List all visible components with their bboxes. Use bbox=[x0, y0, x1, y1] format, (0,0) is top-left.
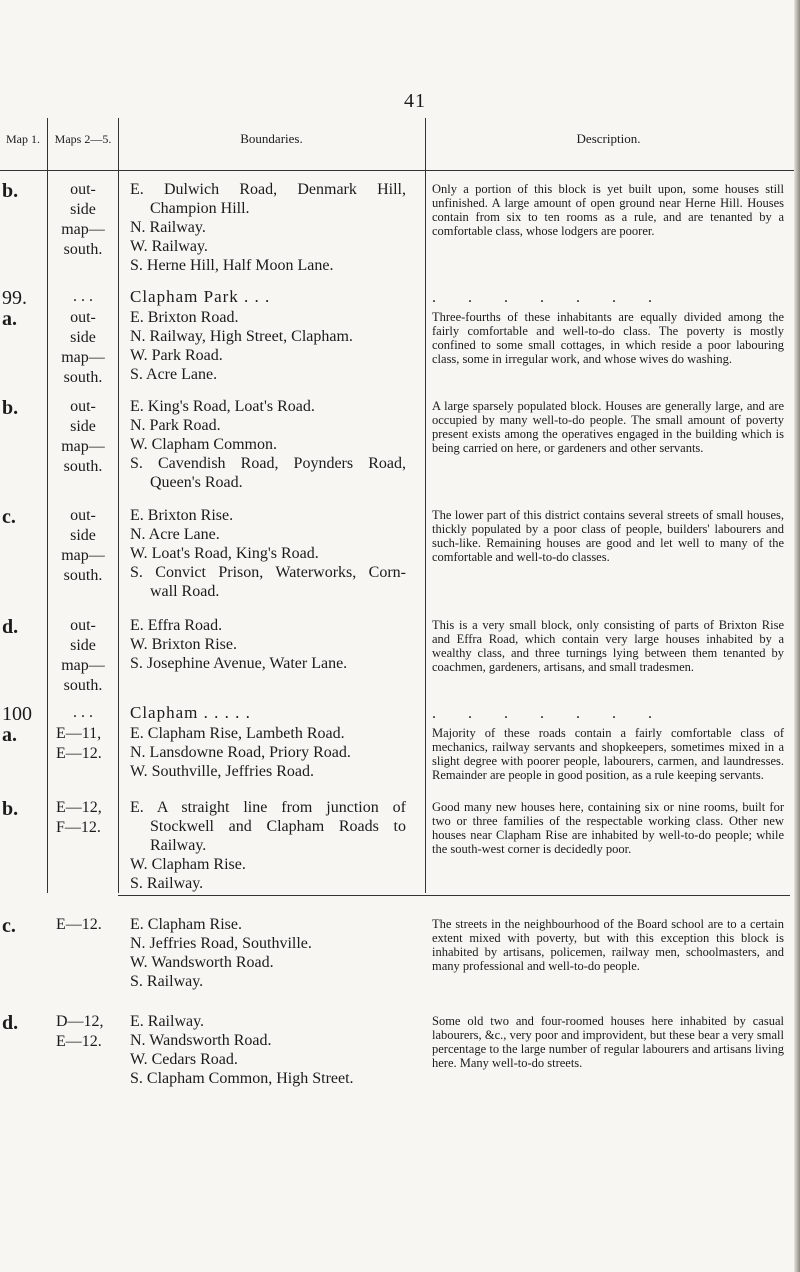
maps-line: D—12, bbox=[56, 1013, 104, 1030]
maps-line: E—12. bbox=[56, 916, 102, 933]
maps-line: map— bbox=[61, 438, 105, 455]
map-number: 100 bbox=[2, 703, 32, 725]
boundary-line: S. Acre Lane. bbox=[130, 366, 218, 383]
boundary-line: W. Brixton Rise. bbox=[130, 636, 237, 653]
column-rule-3 bbox=[425, 118, 426, 893]
maps-cell bbox=[52, 616, 114, 696]
boundary-line: N. Wandsworth Road. bbox=[130, 1032, 272, 1049]
boundary-line: E. A straight line from junction of bbox=[130, 799, 406, 816]
header-maps: Maps 2—5. bbox=[54, 132, 112, 146]
boundary-line: E. King's Road, Loat's Road. bbox=[130, 398, 315, 415]
boundary-line: W. Clapham Rise. bbox=[130, 856, 246, 873]
maps-line: out- bbox=[70, 617, 96, 634]
boundary-line: E. Effra Road. bbox=[130, 617, 223, 634]
maps-cell bbox=[56, 798, 118, 838]
maps-line: F—12. bbox=[56, 819, 101, 836]
district-name: Clapham Park . . . bbox=[130, 287, 271, 306]
page-number: 41 bbox=[404, 90, 426, 112]
description-cell: Three-fourths of these inhabitants are equally divided among the fairly comfortable and well-to-do class. The poverty is mostly confined to some small cottages, in which reside a poor labouring class, some in irregular work, and whose wives do washing. bbox=[432, 310, 784, 366]
boundary-line: W. Clapham Common. bbox=[130, 436, 277, 453]
maps-line: south. bbox=[63, 369, 103, 386]
description-cell: This is a very small block, only consisting of parts of Brixton Rise and Effra Road, which contain very large houses inhabited by a wealthy class, and three turnings lying between them tenanted by coachmen, gardeners, artisans, and small tradesmen. bbox=[432, 618, 784, 674]
bottom-rule bbox=[118, 895, 790, 896]
boundary-line: W. Railway. bbox=[130, 238, 208, 255]
boundary-line: W. Loat's Road, King's Road. bbox=[130, 545, 319, 562]
boundary-line: W. Cedars Road. bbox=[130, 1051, 238, 1068]
map-label: d. bbox=[2, 616, 19, 638]
maps-line: side bbox=[70, 527, 96, 544]
description-dots: . . . . . . . bbox=[432, 289, 666, 306]
maps-line: map— bbox=[61, 657, 105, 674]
maps-line: south. bbox=[63, 567, 103, 584]
boundary-line: N. Lansdowne Road, Priory Road. bbox=[130, 744, 351, 761]
description-cell: The lower part of this district contains several streets of small houses, thickly populated by a poor class of people, builders' labourers and such-like. Remaining houses are good and let well to many of the comfortable and well-to-do classes. bbox=[432, 508, 784, 564]
boundary-line: E. Railway. bbox=[130, 1013, 205, 1030]
boundary-line: E. Clapham Rise, Lambeth Road. bbox=[130, 725, 345, 742]
maps-line: side bbox=[70, 201, 96, 218]
maps-line: south. bbox=[63, 458, 103, 475]
header-boundaries: Boundaries. bbox=[240, 131, 303, 146]
maps-cell bbox=[52, 397, 114, 477]
boundary-line: N. Railway. bbox=[130, 219, 206, 236]
maps-line: south. bbox=[63, 677, 103, 694]
maps-cell bbox=[52, 506, 114, 586]
maps-cell bbox=[56, 724, 118, 764]
boundary-line: S. Railway. bbox=[130, 875, 204, 892]
description-cell: Only a portion of this block is yet built upon, some houses still unfinished. A large amount of open ground near Herne Hill. Houses contain from six to ten rooms as a rule, and are tenanted by a comfortable class, whose lodgers are poorer. bbox=[432, 182, 784, 238]
map-label: b. bbox=[2, 798, 19, 820]
boundary-line: W. Southville, Jeffries Road. bbox=[130, 763, 314, 780]
boundary-line: wall Road. bbox=[150, 583, 220, 600]
map-number: 99. bbox=[2, 287, 27, 309]
boundary-cell bbox=[130, 180, 406, 275]
maps-heading: . . . bbox=[73, 704, 93, 721]
maps-line: side bbox=[70, 329, 96, 346]
boundary-cell bbox=[130, 397, 406, 492]
maps-line: out- bbox=[70, 398, 96, 415]
boundary-cell bbox=[130, 308, 406, 384]
maps-heading: . . . bbox=[73, 288, 93, 305]
page-edge-shadow bbox=[794, 0, 800, 1272]
maps-line: side bbox=[70, 418, 96, 435]
boundary-line: W. Wandsworth Road. bbox=[130, 954, 274, 971]
boundary-line: E. Brixton Rise. bbox=[130, 507, 234, 524]
maps-cell bbox=[52, 308, 114, 388]
maps-cell bbox=[56, 915, 118, 935]
boundary-cell bbox=[130, 798, 406, 893]
maps-line: E—12. bbox=[56, 745, 102, 762]
header-map: Map 1. bbox=[6, 132, 40, 146]
boundary-line: S. Convict Prison, Waterworks, Corn- bbox=[130, 564, 406, 581]
boundary-line: S. Cavendish Road, Poynders Road, bbox=[130, 455, 406, 472]
maps-cell bbox=[56, 1012, 118, 1052]
boundary-line: N. Park Road. bbox=[130, 417, 221, 434]
column-rule-1 bbox=[47, 118, 48, 893]
boundary-line: S. Railway. bbox=[130, 973, 204, 990]
maps-line: E—12, bbox=[56, 799, 102, 816]
boundary-line: E. Clapham Rise. bbox=[130, 916, 242, 933]
maps-line: map— bbox=[61, 349, 105, 366]
maps-line: out- bbox=[70, 181, 96, 198]
boundary-line: Queen's Road. bbox=[150, 474, 243, 491]
header-rule bbox=[0, 170, 794, 171]
maps-line: out- bbox=[70, 507, 96, 524]
maps-line: south. bbox=[63, 241, 103, 258]
maps-line: E—11, bbox=[56, 725, 102, 742]
map-label: c. bbox=[2, 915, 16, 937]
boundary-cell bbox=[130, 1012, 406, 1088]
boundary-line: Stockwell and Clapham Roads to bbox=[150, 818, 406, 835]
description-dots: . . . . . . . bbox=[432, 705, 666, 722]
map-label: a. bbox=[2, 308, 17, 330]
description-cell: A large sparsely populated block. Houses are generally large, and are occupied by many well-to-do people. The small amount of poverty present exists among the operatives engaged in the building which is being carried on here, or gardeners and other servants. bbox=[432, 399, 784, 455]
description-cell: Majority of these roads contain a fairly comfortable class of mechanics, railway servants and shopkeepers, sometimes mixed in a slight degree with poorer people, labourers, carmen, and laundresses. Remainder are people in good position, as a rule keeping servants. bbox=[432, 726, 784, 782]
boundary-cell bbox=[130, 915, 406, 991]
boundary-cell bbox=[130, 724, 406, 781]
boundary-line: S. Herne Hill, Half Moon Lane. bbox=[130, 257, 334, 274]
boundary-line: Champion Hill. bbox=[150, 200, 250, 217]
maps-line: out- bbox=[70, 309, 96, 326]
maps-line: map— bbox=[61, 221, 105, 238]
boundary-line: W. Park Road. bbox=[130, 347, 223, 364]
district-name: Clapham . . . . . bbox=[130, 703, 251, 722]
maps-line: E—12. bbox=[56, 1033, 102, 1050]
boundary-cell bbox=[130, 506, 406, 601]
description-cell: Good many new houses here, containing six or nine rooms, built for two or three families of the respectable working class. Other new houses near Clapham Rise are inhabited by well-to-do people; while the south-west corner is decidedly poor. bbox=[432, 800, 784, 856]
boundary-cell bbox=[130, 616, 406, 673]
map-label: b. bbox=[2, 397, 19, 419]
boundary-line: Railway. bbox=[150, 837, 207, 854]
boundary-line: E. Dulwich Road, Denmark Hill, bbox=[130, 181, 406, 198]
boundary-line: N. Railway, High Street, Clapham. bbox=[130, 328, 353, 345]
maps-cell bbox=[52, 180, 114, 260]
header-description: Description. bbox=[576, 131, 641, 146]
maps-line: map— bbox=[61, 547, 105, 564]
description-cell: Some old two and four-roomed houses here inhabited by casual labourers, &c., very poor and improvident, but these bear a very small percentage to the large number of regular labourers and artisans living here. Many well-to-do streets. bbox=[432, 1014, 784, 1070]
boundary-line: N. Acre Lane. bbox=[130, 526, 220, 543]
map-label: d. bbox=[2, 1012, 19, 1034]
map-label: a. bbox=[2, 724, 17, 746]
maps-line: side bbox=[70, 637, 96, 654]
map-label: c. bbox=[2, 506, 16, 528]
boundary-line: S. Josephine Avenue, Water Lane. bbox=[130, 655, 348, 672]
column-rule-2 bbox=[118, 118, 119, 893]
boundary-line: E. Brixton Road. bbox=[130, 309, 239, 326]
boundary-line: N. Jeffries Road, Southville. bbox=[130, 935, 312, 952]
description-cell: The streets in the neighbourhood of the Board school are to a certain extent mixed with poverty, but with this exception this block is inhabited by artisans, policemen, railway men, schoolmasters, and many professional and well-to-do people. bbox=[432, 917, 784, 973]
map-label: b. bbox=[2, 180, 19, 202]
boundary-line: S. Clapham Common, High Street. bbox=[130, 1070, 354, 1087]
